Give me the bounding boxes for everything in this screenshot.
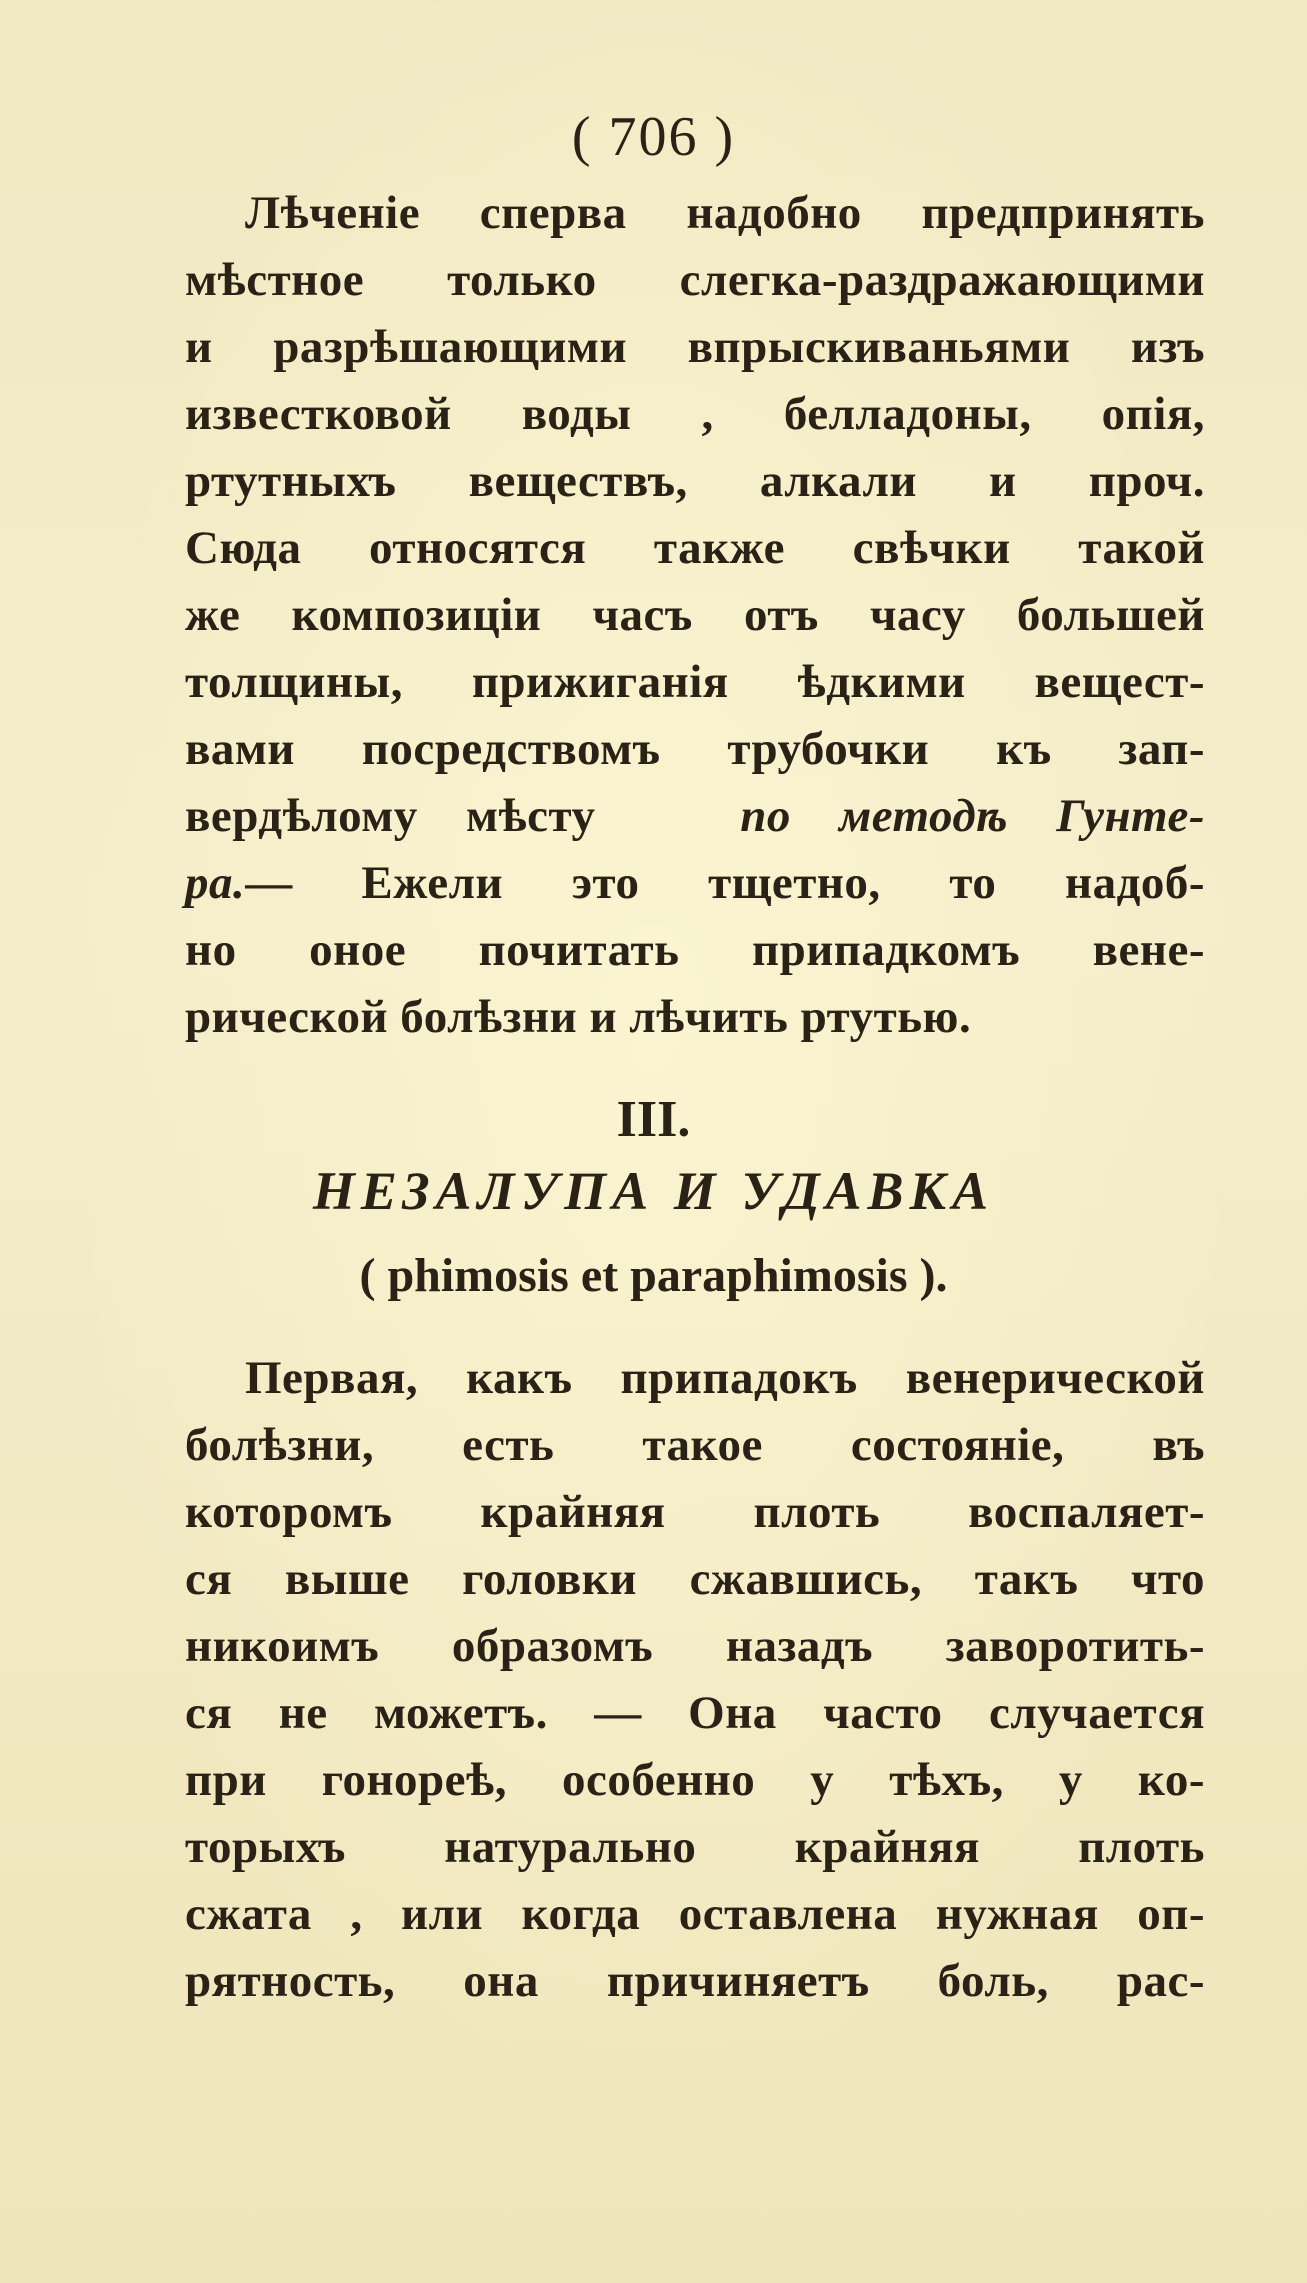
text-line: Сюда относятся также свѣчки такой xyxy=(185,522,1205,574)
paragraph-treatment xyxy=(185,180,1205,1051)
text-line: и разрѣшающими впрыскиваньями изъ xyxy=(185,321,1205,373)
text-line: рической болѣзни и лѣчить ртутью. xyxy=(185,991,972,1043)
text-line: при гонореѣ, особенно у тѣхъ, у ко- xyxy=(185,1754,1205,1806)
text-line-mixed xyxy=(185,783,1205,850)
text-fragment: — Ежели это тщетно, то надоб- xyxy=(245,857,1205,909)
text-line: мѣстное только слегка-раздражающими xyxy=(185,254,1205,306)
italic-fragment: по методѣ Гунте- xyxy=(740,790,1205,842)
text-line: же композиціи часъ отъ часу большей xyxy=(185,589,1205,641)
text-line: ся не можетъ. — Она часто случается xyxy=(185,1687,1205,1739)
text-line: но оное почитать припадкомъ вене- xyxy=(185,924,1205,976)
text-line: болѣзни, есть такое состояніе, въ xyxy=(185,1419,1205,1471)
text-line: никоимъ образомъ назадъ заворотить- xyxy=(185,1620,1205,1672)
page-number: ( 706 ) xyxy=(571,106,736,168)
section-title: НЕЗАЛУПА И УДАВКА xyxy=(312,1161,995,1221)
text-line: Первая, какъ припадокъ венерической xyxy=(245,1352,1205,1404)
text-line: торыхъ натурально крайняя плоть xyxy=(185,1821,1205,1873)
italic-fragment: ра. xyxy=(185,857,246,909)
text-line: ртутныхъ веществъ, алкали и проч. xyxy=(185,455,1205,507)
text-line: которомъ крайняя плоть воспаляет- xyxy=(185,1486,1205,1538)
text-line-mixed xyxy=(185,850,1205,917)
section-number: III. xyxy=(616,1091,691,1148)
text-line: известковой воды , белладоны, опія, xyxy=(185,388,1205,440)
text-line: сжата , или когда оставлена нужная оп- xyxy=(185,1888,1205,1940)
text-line: ся выше головки сжавшись, такъ что xyxy=(185,1553,1205,1605)
text-line: вами посредствомъ трубочки къ зап- xyxy=(185,723,1205,775)
section-subtitle: ( phimosis et paraphimosis ). xyxy=(359,1249,948,1302)
text-fragment: вердѣлому мѣсту xyxy=(185,790,596,842)
paragraph-phimosis xyxy=(185,1345,1205,2015)
text-line: Лѣченіе сперва надобно предпринять xyxy=(245,187,1205,239)
text-line: рятность, она причиняетъ боль, рас- xyxy=(185,1955,1205,2007)
text-line: толщины, прижиганія ѣдкими вещест- xyxy=(185,656,1205,708)
